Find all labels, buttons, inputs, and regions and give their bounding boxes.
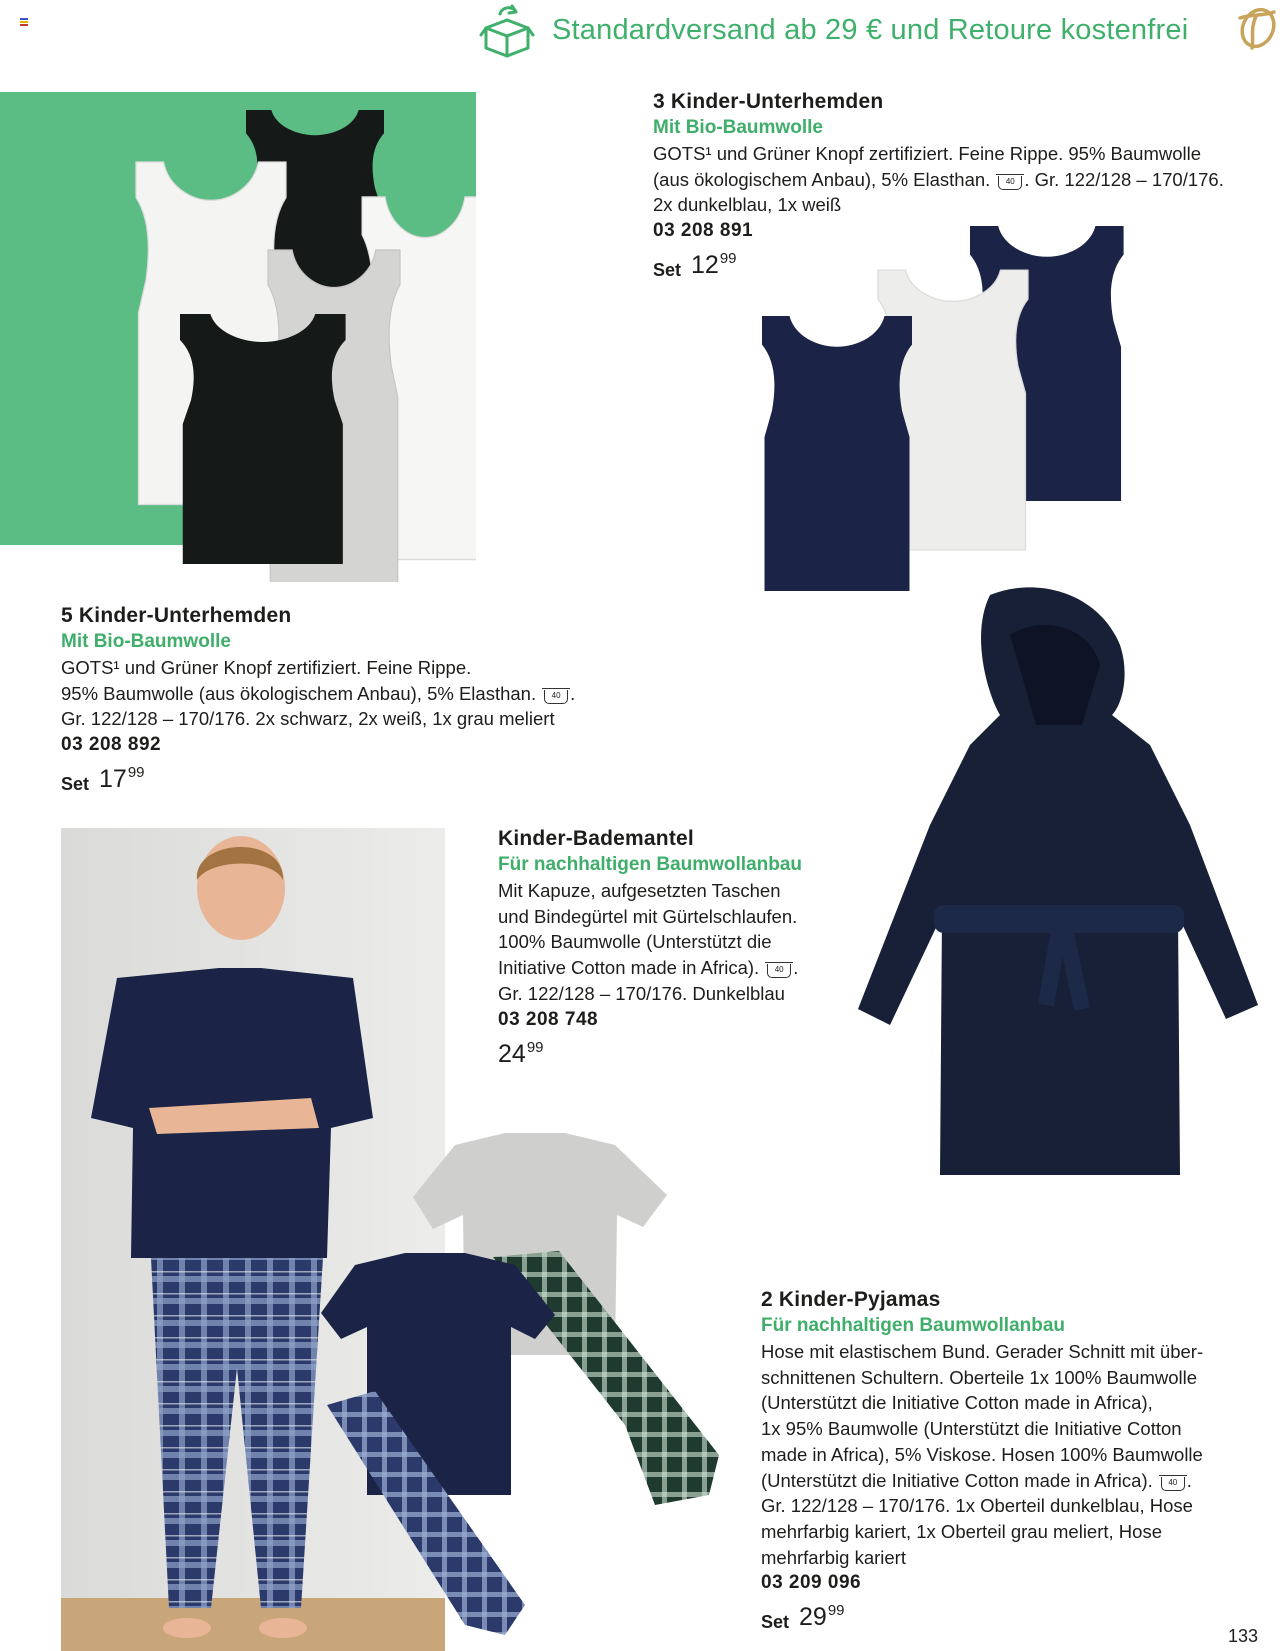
product-3-undershirts: [653, 89, 1253, 281]
product-title: 5 Kinder-Unterhemden: [61, 604, 292, 627]
price: 24 99: [498, 1038, 544, 1068]
wash-40-icon: 40: [998, 176, 1022, 190]
price: Set 29 99: [761, 1602, 845, 1633]
pyjama-set-photo: [315, 1125, 755, 1645]
product-description: GOTS¹ und Grüner Knopf zertifiziert. Feine Rippe. 95% Baumwolle (aus ökologischem Anbau), 5% Elasthan. 40 . Gr. 122/128 – 170/176. 2x schwarz, 2x weiß, 1x grau meliert: [61, 657, 576, 730]
price: Set 17 99: [61, 764, 145, 795]
shipping-banner: [478, 2, 1278, 60]
product-title: Kinder-Bademantel: [498, 827, 694, 850]
article-number: 03 209 096: [761, 1572, 862, 1594]
wash-40-icon: 40: [767, 964, 791, 978]
product-bathrobe: [498, 826, 858, 1069]
product-subtitle: Für nachhaltigen Baumwollanbau: [498, 854, 803, 875]
flag-icon: [20, 18, 28, 25]
product-description: GOTS¹ und Grüner Knopf zertifiziert. Feine Rippe. 95% Baumwolle (aus ökologischem Anbau), 5% Elasthan. 40 . Gr. 122/128 – 170/176. 2x dunkelblau, 1x weiß: [653, 143, 1224, 216]
five-undershirts-photo: [0, 92, 476, 582]
product-5-undershirts: [61, 603, 621, 795]
article-number: 03 208 891: [653, 220, 754, 242]
product-subtitle: Für nachhaltigen Baumwollanbau: [761, 1315, 1066, 1336]
tchibo-logo-icon: [1234, 4, 1278, 50]
article-number: 03 208 748: [498, 1008, 599, 1030]
article-number: 03 208 892: [61, 734, 162, 756]
page-number: 133: [1227, 1626, 1258, 1646]
product-subtitle: Mit Bio-Baumwolle: [653, 117, 823, 138]
bathrobe-photo: [850, 585, 1260, 1185]
wash-40-icon: 40: [544, 690, 568, 704]
product-description: Mit Kapuze, aufgesetzten Taschen und Bindegürtel mit Gürtelschlaufen. 100% Baumwolle (Unterstützt die Initiative Cotton made in Africa). 40 . Gr. 122/128 – 170/176. Dunkelblau: [498, 880, 799, 1004]
return-box-icon: [478, 2, 536, 58]
price: Set 12 99: [653, 250, 737, 281]
product-pyjamas: [761, 1287, 1261, 1633]
banner-text: Standardversand ab 29 € und Retoure kostenfrei: [552, 14, 1189, 46]
wash-40-icon: 40: [1161, 1477, 1185, 1491]
product-title: 2 Kinder-Pyjamas: [761, 1288, 941, 1311]
product-title: 3 Kinder-Unterhemden: [653, 90, 884, 113]
product-subtitle: Mit Bio-Baumwolle: [61, 631, 231, 652]
product-description: Hose mit elastischem Bund. Gerader Schnitt mit über- schnittenen Schultern. Oberteile 1x 100% Baumwolle (Unterstützt die Initiative Cotton made in Africa), 1x 95% Baumwolle (Unterstützt die Initiative Cotton made in Africa), 5% Viskose. Hosen 100% Baumwolle (Unterstützt die Initiative Cotton made in Africa). 40 . Gr. 122/128 – 170/176. 1x Oberteil dunkelblau, Hose mehrfarbig kariert, 1x Oberteil grau meliert, Hose mehrfarbig kariert: [761, 1341, 1204, 1568]
